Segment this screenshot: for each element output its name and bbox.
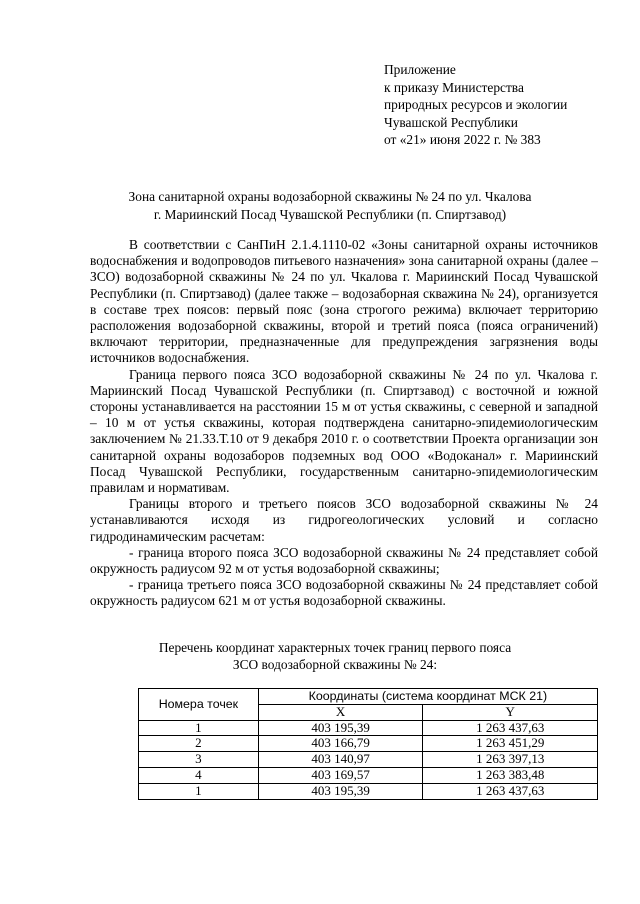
table-row: [139, 720, 598, 736]
document-body: [90, 237, 598, 610]
header-x: X: [258, 704, 423, 720]
table-title-line: Перечень координат характерных точек границ первого пояса: [158, 640, 512, 655]
coordinates-table: [138, 688, 598, 800]
point-number: 1: [139, 783, 259, 799]
coord-y: 1 263 451,29: [423, 736, 598, 752]
title-line: Зона санитарной охраны водозаборной скважины № 24 по ул. Чкалова: [128, 189, 532, 204]
table-row: [139, 767, 598, 783]
point-number: 3: [139, 752, 259, 768]
paragraph: - граница второго пояса ЗСО водозаборной скважины № 24 представляет собой окружность радиусом 92 м от устья водозаборной скважины;: [90, 544, 598, 577]
header-points: Номера точек: [139, 689, 259, 721]
title-line: г. Мариинский Посад Чувашской Республики (п. Спиртзавод): [153, 206, 507, 222]
coord-x: 403 195,39: [258, 720, 423, 736]
appendix-line: Чувашской Республики: [384, 114, 518, 130]
point-number: 1: [139, 720, 259, 736]
appendix-block: [384, 61, 624, 149]
coord-x: 403 166,79: [258, 736, 423, 752]
appendix-line: от «21» июня 2022 г. № 383: [384, 132, 541, 148]
paragraph: В соответствии с СанПиН 2.1.4.1110-02 «Зоны санитарной охраны источников водоснабжения и водопроводов питьевого назначения» зона санитарной охраны (далее – ЗСО) водозаборной скважины № 24 по ул. Чкалова г. Мариинский Посад Чувашской Республики (п. Спиртзавод) (далее также – водозаборная скважина № 24), организуется в составе трех поясов: первый пояс (зона строгого режима) включает территорию расположения водозаборной скважины, второй и третий пояса (пояса ограничений) включают территории, предназначенные для предупреждения загрязнения воды источников водоснабжения.: [90, 237, 598, 366]
coord-y: 1 263 383,48: [423, 767, 598, 783]
document-title: [60, 188, 600, 223]
table-row: [139, 752, 598, 768]
table-title-line: ЗСО водозаборной скважины № 24:: [232, 657, 438, 672]
paragraph: Границы второго и третьего поясов ЗСО водозаборной скважины № 24 устанавливаются исходя из гидрогеологических условий и согласно гидродинамическим расчетам:: [90, 496, 598, 544]
header-coordinates: Координаты (система координат МСК 21): [258, 689, 597, 705]
table-row: [139, 783, 598, 799]
table-header-row: [139, 689, 598, 705]
paragraph: - граница третьего пояса ЗСО водозаборной скважины № 24 представляет собой окружность радиусом 621 м от устья водозаборной скважины.: [90, 577, 598, 609]
point-number: 4: [139, 767, 259, 783]
coord-x: 403 169,57: [258, 767, 423, 783]
appendix-line: природных ресурсов и экологии: [384, 97, 568, 113]
coord-x: 403 140,97: [258, 752, 423, 768]
coord-y: 1 263 397,13: [423, 752, 598, 768]
header-y: Y: [423, 704, 598, 720]
coord-y: 1 263 437,63: [423, 783, 598, 799]
appendix-line: к приказу Министерства: [384, 79, 524, 95]
point-number: 2: [139, 736, 259, 752]
coord-x: 403 195,39: [258, 783, 423, 799]
table-row: [139, 736, 598, 752]
coord-y: 1 263 437,63: [423, 720, 598, 736]
appendix-line: Приложение: [384, 62, 456, 77]
paragraph: Граница первого пояса ЗСО водозаборной скважины № 24 по ул. Чкалова г. Мариинский Посад Чувашской Республики (п. Спиртзавод) с восточной и южной стороны устанавливается на расстоянии 15 м от устья скважины, с северной и западной – 10 м от устья скважины, которая подтверждена санитарно-эпидемиологическим заключением № 21.33.Т.10 от 9 декабря 2010 г. о соответствии Проекта организации зон санитарной охраны водозаборов подземных вод ООО «Водоканал» г. Мариинский Посад Чувашской Республики, государственным санитарно-эпидемиологическим правилам и нормативам.: [90, 366, 598, 496]
table-title: [80, 639, 590, 673]
